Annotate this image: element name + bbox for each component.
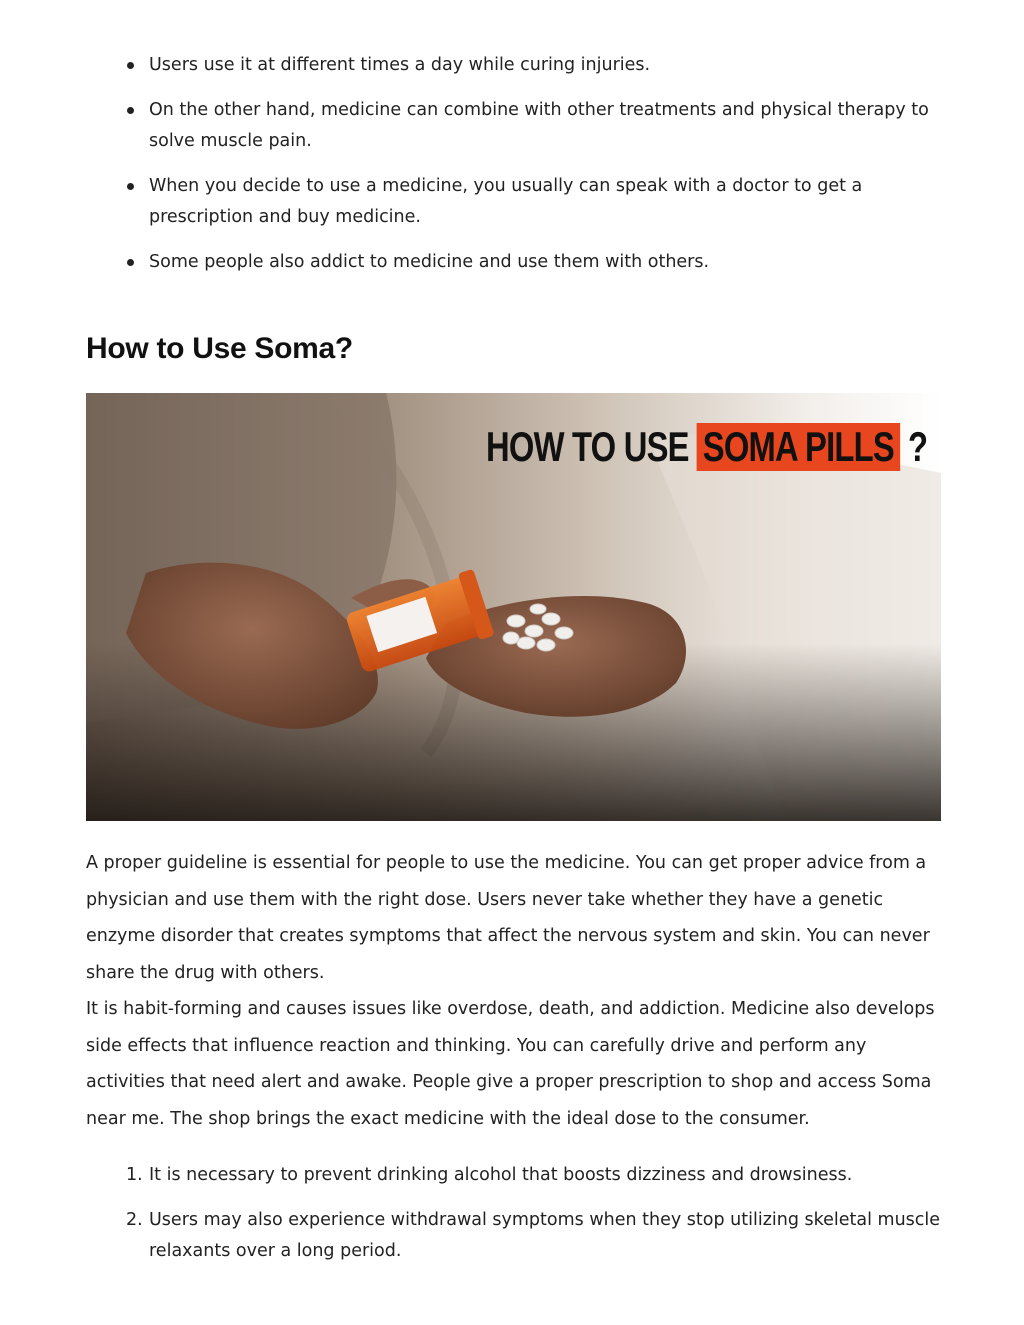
- section-heading: How to Use Soma?: [86, 332, 353, 365]
- benefits-list: [86, 50, 946, 292]
- list-item: [86, 1160, 946, 1191]
- list-item-text: Users may also experience withdrawal symptoms when they stop utilizing skeletal muscle relaxants over a long period.: [149, 1210, 941, 1261]
- article-body: [86, 845, 946, 1137]
- image-banner: [486, 419, 927, 475]
- banner-text: HOW TO USE: [486, 423, 689, 470]
- list-item: On the other hand, medicine can combine with other treatments and physical therapy to solve muscle pain.: [86, 95, 946, 157]
- list-item: [86, 1205, 946, 1267]
- list-number: 2.: [126, 1210, 143, 1230]
- list-item: Some people also addict to medicine and use them with others.: [86, 247, 946, 278]
- paragraph: A proper guideline is essential for people to use the medicine. You can get proper advice from a physician and use them with the right dose. Users never take whether they have a genetic enzyme disorder that creates symptoms that affect the nervous system and skin. You can never share the drug with others.: [86, 853, 930, 983]
- precautions-list: [86, 1160, 946, 1281]
- list-number: 1.: [126, 1165, 143, 1185]
- list-item: Users use it at different times a day while curing injuries.: [86, 50, 946, 81]
- list-item: When you decide to use a medicine, you usually can speak with a doctor to get a prescription and buy medicine.: [86, 171, 946, 233]
- hero-image: [86, 393, 941, 821]
- paragraph: It is habit-forming and causes issues like overdose, death, and addiction. Medicine also develops side effects that influence reaction and thinking. You can carefully drive and perform any activities that need alert and awake. People give a proper prescription to shop and access Soma near me. The shop brings the exact medicine with the ideal dose to the consumer.: [86, 999, 935, 1129]
- banner-question-mark: ?: [908, 423, 928, 470]
- banner-highlight: SOMA PILLS: [697, 423, 901, 471]
- list-item-text: It is necessary to prevent drinking alcohol that boosts dizziness and drowsiness.: [149, 1165, 853, 1185]
